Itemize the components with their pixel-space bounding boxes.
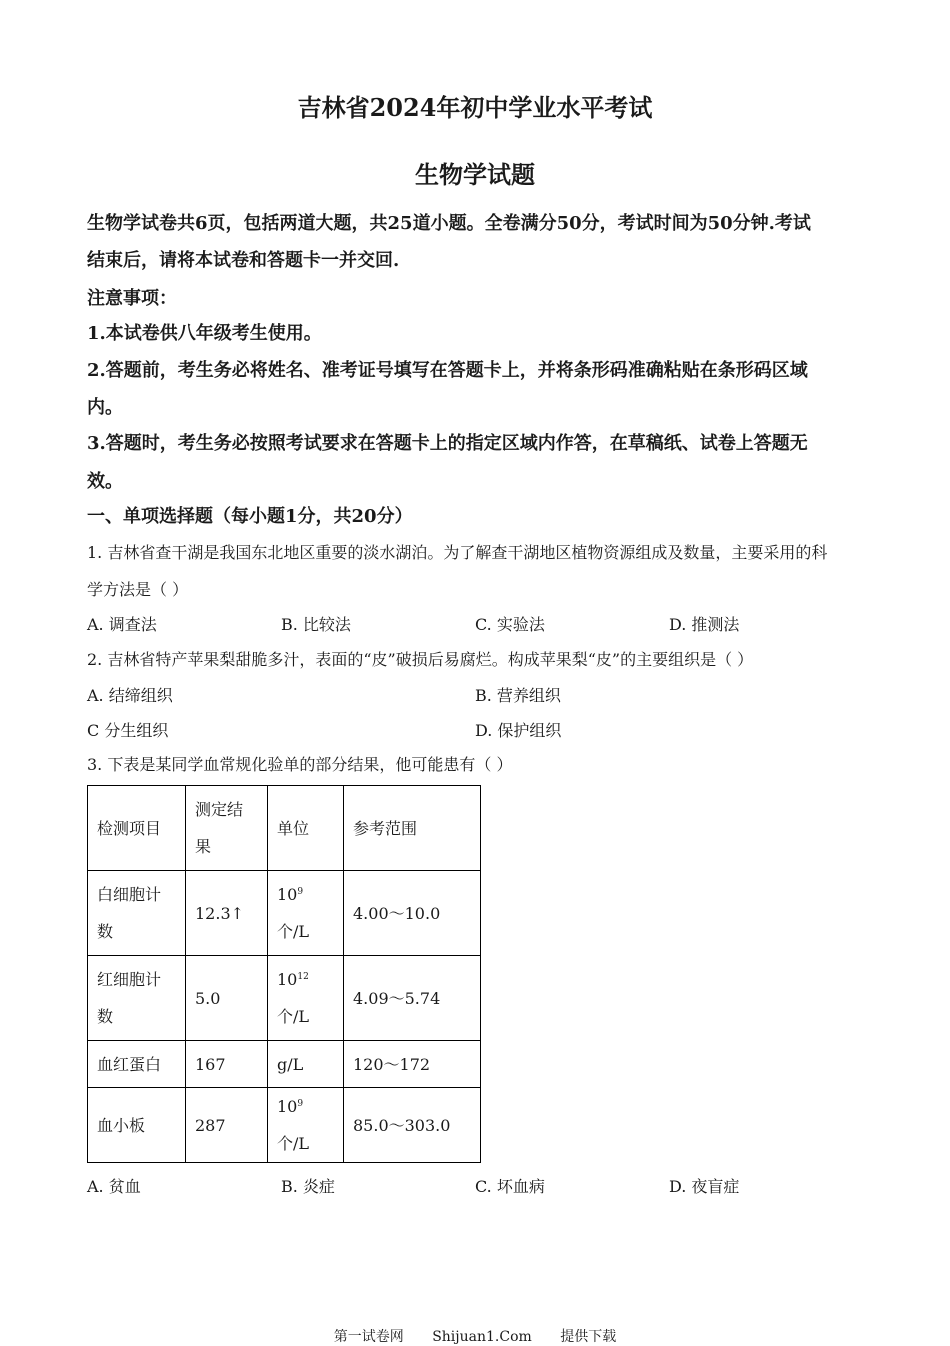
row-unit: $10^9$ 个/L [268,1088,344,1163]
notice-item-2-line-1: 2.答题前，考生务必将姓名、准考证号填写在答题卡上，并将条形码准确粘贴在条形码区域 [87,360,808,381]
question-2-stem: 2. 吉林省特产苹果梨甜脆多汁，表面的“皮”破损后易腐烂。构成苹果梨“皮”的主要组织是（ ） [87,650,754,669]
footer-site-domain[interactable]: Shijuan1.Com [432,1329,532,1345]
exam-title: 吉林省2024年初中学业水平考试 [297,93,653,122]
row-range: 4.09～5.74 [344,956,481,1041]
row-item: 血红蛋白 [88,1041,186,1088]
question-3-option-b[interactable]: B. 炎症 [281,1177,335,1196]
question-2-option-d[interactable]: D. 保护组织 [475,721,562,740]
row-range: 85.0～303.0 [344,1088,481,1163]
question-1-stem-line-2: 学方法是（ ） [87,580,189,599]
table-row [88,1041,481,1088]
row-item: 红细胞计数 [88,956,186,1041]
table-row [88,871,481,956]
header-cell-result: 测定结果 [186,786,268,871]
question-1-option-c[interactable]: C. 实验法 [475,615,545,634]
question-1-option-b[interactable]: B. 比较法 [281,615,351,634]
question-3-stem: 3. 下表是某同学血常规化验单的部分结果，他可能患有（ ） [87,755,513,774]
question-3-option-a[interactable]: A. 贫血 [87,1177,141,1196]
header-cell-range: 参考范围 [344,786,481,871]
intro-line-1: 生物学试卷共6页，包括两道大题，共25道小题。全卷满分50分，考试时间为50分钟.考试 [87,213,811,234]
table-row [88,1088,481,1163]
intro-line-2: 结束后，请将本试卷和答题卡一并交回. [87,250,400,271]
row-unit: $10^9$ 个/L [268,871,344,956]
footer-tagline: 提供下载 [560,1329,617,1345]
question-1-option-a[interactable]: A. 调查法 [87,615,157,634]
question-1-option-d[interactable]: D. 推测法 [669,615,740,634]
notice-item-3-line-2: 效。 [87,471,123,492]
notice-item-1: 1.本试卷供八年级考生使用。 [87,323,322,344]
notice-heading: 注意事项： [87,288,177,309]
notice-item-3-line-1: 3.答题时，考生务必按照考试要求在答题卡上的指定区域内作答，在草稿纸、试卷上答题无 [87,433,808,454]
row-range: 120～172 [344,1041,481,1088]
header-cell-item: 检测项目 [88,786,186,871]
page-footer [0,1326,950,1346]
question-2-option-b[interactable]: B. 营养组织 [475,686,561,705]
row-item: 白细胞计数 [88,871,186,956]
row-range: 4.00～10.0 [344,871,481,956]
blood-test-table [87,785,481,1163]
row-result: 287 [186,1088,268,1163]
row-result: 167 [186,1041,268,1088]
question-1-stem-line-1: 1. 吉林省查干湖是我国东北地区重要的淡水湖泊。为了解查干湖地区植物资源组成及数量，主要采用的科 [87,543,828,562]
table-row [88,956,481,1041]
row-unit: g/L [268,1041,344,1088]
question-3-option-d[interactable]: D. 夜盲症 [669,1177,740,1196]
row-item: 血小板 [88,1088,186,1163]
footer-site-name: 第一试卷网 [333,1329,404,1345]
question-2-option-c[interactable]: C 分生组织 [87,721,169,740]
question-2-option-a[interactable]: A. 结缔组织 [87,686,173,705]
notice-item-2-line-2: 内。 [87,397,123,418]
header-cell-unit: 单位 [268,786,344,871]
section-heading: 一、单项选择题（每小题1分，共20分） [87,506,413,527]
row-unit: $10^{12}$ 个/L [268,956,344,1041]
row-result: 12.3↑ [186,871,268,956]
question-3-option-c[interactable]: C. 坏血病 [475,1177,545,1196]
exam-subtitle: 生物学试题 [415,160,535,189]
row-result: 5.0 [186,956,268,1041]
table-header-row [88,786,481,871]
